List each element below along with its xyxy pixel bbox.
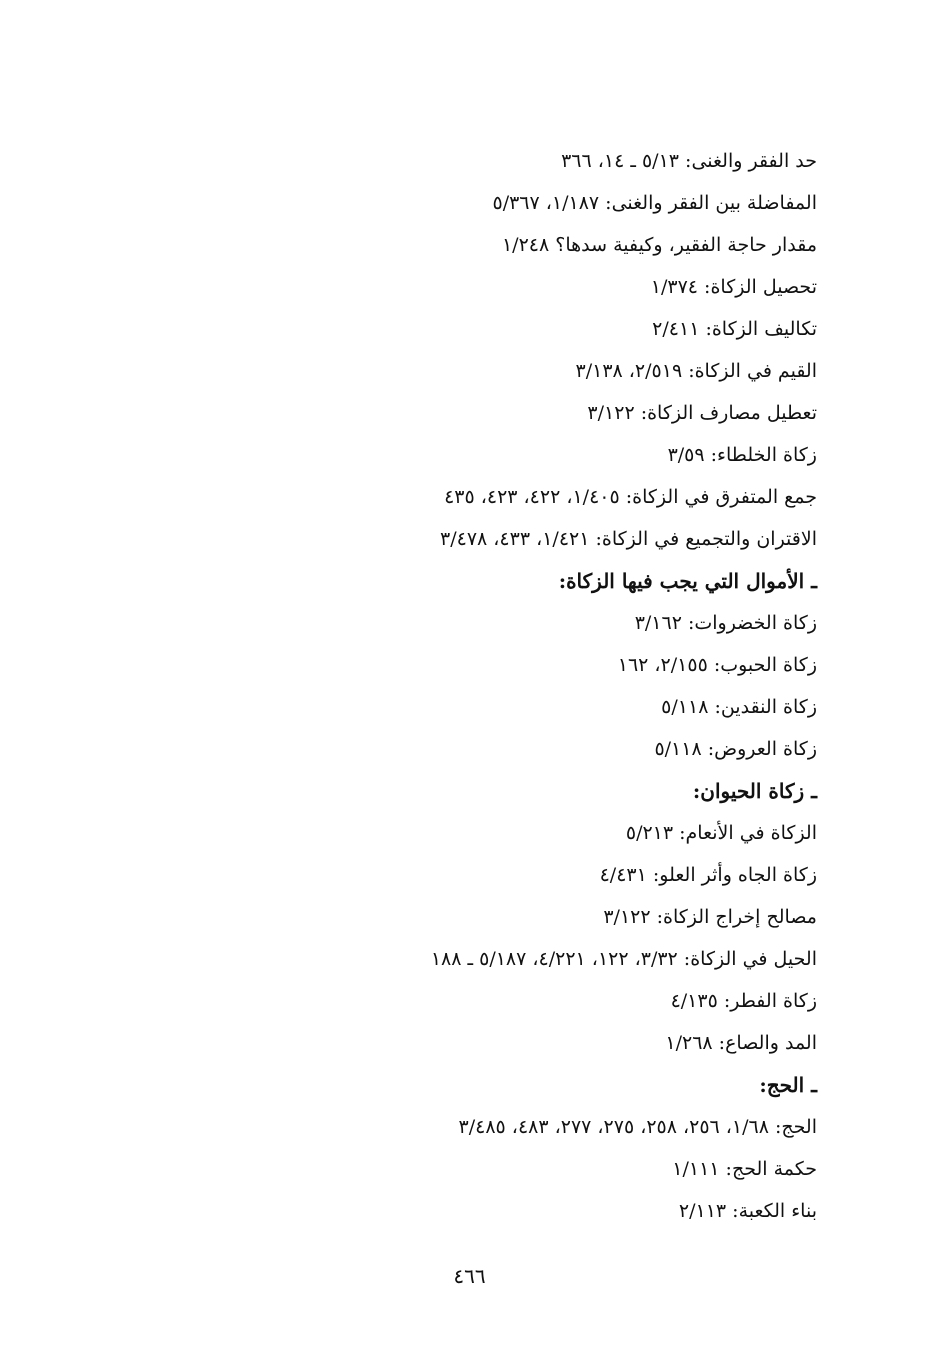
index-entry: تحصيل الزكاة: ١/٣٧٤ [650,276,817,298]
index-entry: تعطيل مصارف الزكاة: ٣/١٢٢ [587,402,817,424]
index-entry: حد الفقر والغنى: ٥/١٣ ـ ١٤، ٣٦٦ [561,150,817,172]
index-entry: زكاة الخضروات: ٣/١٦٢ [634,612,817,634]
index-section-heading: ـ زكاة الحيوان: [692,779,817,803]
index-entry: مصالح إخراج الزكاة: ٣/١٢٢ [603,906,817,928]
index-entry: زكاة الفطر: ٤/١٣٥ [670,990,817,1012]
index-entry: بناء الكعبة: ٢/١١٣ [678,1200,817,1222]
index-entry: جمع المتفرق في الزكاة: ١/٤٠٥، ٤٢٢، ٤٢٣، ٤٣٥ [444,486,817,508]
index-entry: مقدار حاجة الفقير، وكيفية سدها؟ ١/٢٤٨ [501,234,817,256]
index-entry: زكاة الخلطاء: ٣/٥٩ [667,444,817,466]
index-entry: الاقتران والتجميع في الزكاة: ١/٤٢١، ٤٣٣، ٣/٤٧٨ [440,528,817,550]
index-entry: زكاة الجاه وأثر العلو: ٤/٤٣١ [599,864,817,886]
index-section-heading: ـ الأموال التي يجب فيها الزكاة: [558,569,817,593]
index-entry: زكاة العروض: ٥/١١٨ [654,738,817,760]
index-entry: الزكاة في الأنعام: ٥/٢١٣ [625,822,817,844]
index-entry: الحج: ١/٦٨، ٢٥٦، ٢٥٨، ٢٧٥، ٢٧٧، ٤٨٣، ٣/٤٨٥ [458,1116,817,1138]
index-entry: حكمة الحج: ١/١١١ [672,1158,817,1180]
index-entry: زكاة الحبوب: ٢/١٥٥، ١٦٢ [617,654,817,676]
index-entries-list [357,140,817,1232]
index-section-heading: ـ الحج: [759,1073,817,1097]
index-entry: المفاضلة بين الفقر والغنى: ١/١٨٧، ٥/٣٦٧ [492,192,817,214]
index-entry: الحيل في الزكاة: ٣/٣٢، ١٢٢، ٤/٢٢١، ٥/١٨٧ ـ ١٨٨ [430,948,817,970]
index-entry: المد والصاع: ١/٢٦٨ [665,1032,817,1054]
index-entry: تكاليف الزكاة: ٢/٤١١ [652,318,817,340]
index-entry: القيم في الزكاة: ٢/٥١٩، ٣/١٣٨ [575,360,817,382]
page-number: ٤٦٦ [453,1264,486,1288]
index-entry: زكاة النقدين: ٥/١١٨ [661,696,817,718]
